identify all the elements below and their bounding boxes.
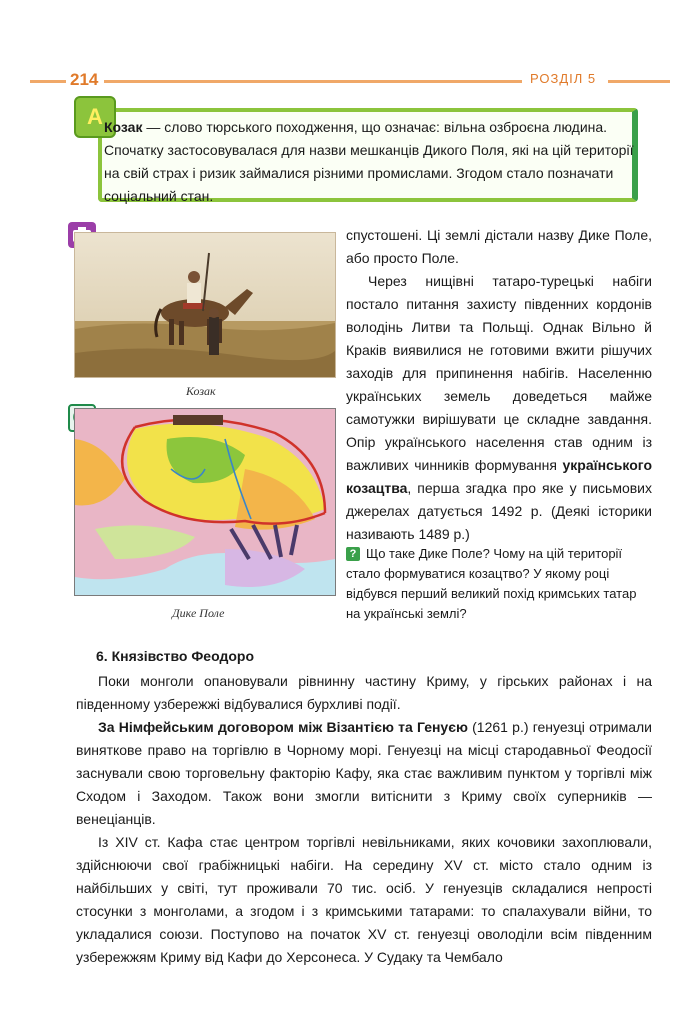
body-paragraph-2-text: (1261 р.) генуезці отримали виняткове право на торгівлю в Чорному морі. Генуезці на місці стародавньої Феодосії заснували свою торговельну факторію Кафу, яка стає важливим пунктом у торгівлі між Сходом і Заходом. Також вони змогли витіснити з Криму своїх суперників — венеціанців. — [76, 719, 652, 827]
definition-text — [104, 116, 634, 208]
column-paragraph-1: спустошені. Ці землі дістали назву Дике Поле, або просто Поле. — [346, 227, 652, 266]
wild-fields-map — [74, 408, 336, 596]
map-caption: Дике Поле — [172, 606, 225, 620]
body-paragraph-2-bold: За Німфейським договором між Візантією та Генуєю — [98, 719, 468, 735]
definition-body: — слово тюрського походження, що означає: вільна озброєна людина. Спочатку застосовувалася для назви мешканців Дикого Поля, які на цій території на свій страх і ризик займалися різними промислами. Згодом стало позначати соціальний стан. — [104, 119, 634, 204]
cossack-caption: Козак — [186, 384, 216, 398]
question-icon: ? — [346, 547, 360, 561]
body-paragraph-2 — [76, 716, 652, 831]
section-heading: 6. Князівство Феодоро — [96, 648, 254, 664]
column-paragraph-2-bold: українського козацтва — [346, 457, 652, 496]
header-rule-left — [30, 80, 66, 83]
body-paragraph-1: Поки монголи опановували рівнинну частину Криму, у гірських районах і на південному узбережжі відбувалися бурхливі події. — [76, 673, 652, 712]
definition-term: Козак — [104, 119, 143, 135]
section-body — [76, 670, 652, 969]
body-paragraph-3: Із XIV ст. Кафа стає центром торгівлі невільниками, яких кочовики захоплювали, здійснюючи свої грабіжницькі набіги. На середину XV ст. місто стало одним із найбільших у світі, тут проживали 70 тис. осіб. У генуезців складалися непрості стосунки з монголами, а згодом і з кримськими татарами: то спалахували війни, то укладалися союзи. Поступово на початок XV ст. генуезці оволоділи всім південним узбережжям Криму від Кафи до Херсонеса. У Судаку та Чембало — [76, 834, 652, 965]
header-rule-right — [608, 80, 670, 83]
right-column-text — [346, 224, 652, 546]
question-block — [346, 544, 652, 624]
page-number: 214 — [70, 70, 99, 89]
column-paragraph-2 — [346, 270, 652, 546]
section-label: РОЗДІЛ 5 — [530, 71, 597, 86]
column-paragraph-2-text-a: Через нищівні татаро-турецькі набіги постало питання захисту південних кордонів володінь Литви та Польщі. Однак Вільно й Краків виявилися не готовими вжити рішучих заходів для припинення набігів. Населенню українських земель доведеться майже самотужки вирішувати це складне завдання. Опір українського населення став одним із важливих чинників формування — [346, 273, 652, 473]
header-rule-middle — [104, 80, 522, 83]
column-paragraph-2-text-b: , перша згадка про яке у письмових джерелах датується 1492 р. (Деякі історики називають 1489 р.) — [346, 480, 652, 542]
definition-icon-letter: A — [87, 104, 103, 129]
cossack-painting — [74, 232, 336, 378]
question-text: Що таке Дике Поле? Чому на цій території стало формуватися козацтво? У якому році відбувся перший великий похід кримських татар на українські землі? — [346, 546, 637, 621]
